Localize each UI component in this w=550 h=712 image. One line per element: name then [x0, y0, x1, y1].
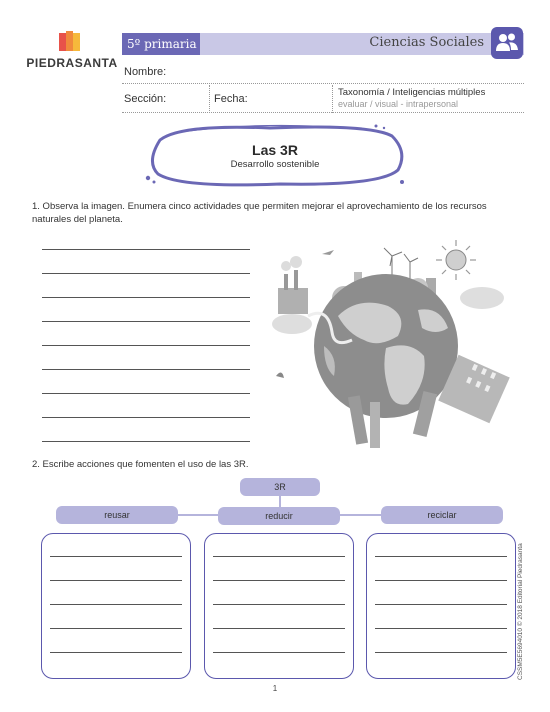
section-label: Sección:: [124, 93, 167, 105]
document-code: CSSM5E5694010 © 2018 Editorial Piedrasanta: [517, 543, 524, 680]
name-label: Nombre:: [124, 66, 167, 78]
answer-line[interactable]: [375, 556, 507, 557]
answer-line[interactable]: [50, 628, 182, 629]
reciclar-label: reciclar: [381, 506, 503, 524]
reusar-answer-box[interactable]: [41, 533, 191, 679]
answer-line[interactable]: [50, 652, 182, 653]
worksheet-subtitle: Desarrollo sostenible: [230, 159, 320, 170]
3r-label: 3R: [240, 478, 320, 496]
brand-name: PIEDRASANTA: [26, 56, 118, 70]
answer-line[interactable]: [375, 604, 507, 605]
grade-label: 5º primaria: [122, 33, 200, 55]
date-label: Fecha:: [214, 93, 248, 105]
answer-line[interactable]: [213, 628, 345, 629]
subject-title: Ciencias Sociales: [369, 35, 484, 50]
page-number: 1: [272, 684, 278, 693]
taxonomy-detail: evaluar / visual - intrapersonal: [338, 99, 459, 109]
answer-line[interactable]: [375, 580, 507, 581]
taxonomy-label: Taxonomía / Inteligencias múltiples: [338, 87, 486, 98]
reducir-answer-box[interactable]: [204, 533, 354, 679]
answer-line[interactable]: [213, 580, 345, 581]
answer-line[interactable]: [375, 652, 507, 653]
answer-line[interactable]: [375, 628, 507, 629]
answer-line[interactable]: [50, 580, 182, 581]
answer-line[interactable]: [213, 652, 345, 653]
answer-line[interactable]: [50, 556, 182, 557]
question-1: 1. Observa la imagen. Enumera cinco actividades que permiten mejorar el aprovechamiento de los recursos naturales del planeta.: [32, 201, 487, 225]
answer-line[interactable]: [50, 604, 182, 605]
reciclar-answer-box[interactable]: [366, 533, 516, 679]
reducir-label: reducir: [218, 507, 340, 525]
worksheet-title: Las 3R: [252, 142, 298, 158]
answer-line[interactable]: [213, 556, 345, 557]
reusar-label: reusar: [56, 506, 178, 524]
question-2: 2. Escribe acciones que fomenten el uso de las 3R.: [32, 459, 249, 470]
answer-line[interactable]: [213, 604, 345, 605]
